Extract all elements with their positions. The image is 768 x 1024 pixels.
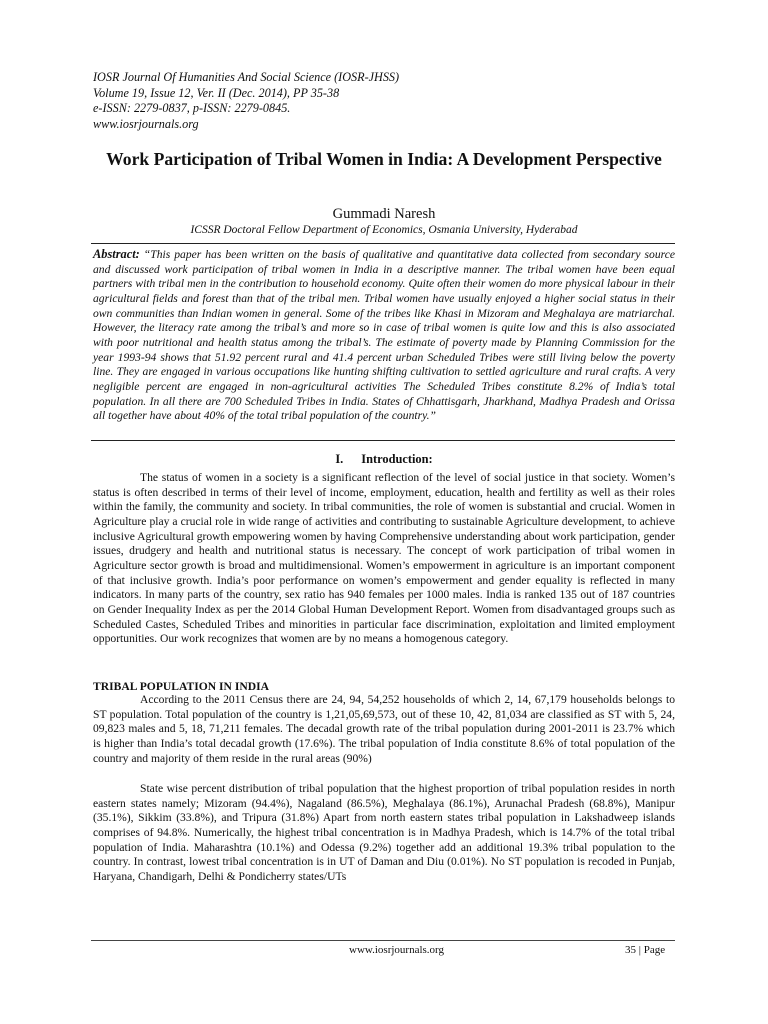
issn-info: e-ISSN: 2279-0837, p-ISSN: 2279-0845. — [93, 101, 291, 115]
journal-website: www.iosrjournals.org — [93, 116, 199, 131]
introduction-paragraph: The status of women in a society is a significant reflection of the level of social justice in that society. Women’s status is often described in terms of their level of income, employment, education, health and fertility as well as their roles within the family, the community and society. In tribal communities, the role of women is substantial and crucial. Women in Agriculture play a crucial role in wide range of activities and contributing to sustainable Agriculture development, to achieve inclusive Agricultural growth empowering women by having Comprehensive understanding about work participation, gender issues, drudgery and health and nutritional status is necessary. The concept of work participation of tribal women in Agriculture sector growth is broad and multidimensional. Women’s empowerment in agriculture is an important component of that inclusive growth. India’s poor performance on women’s empowerment and gender equality is reflected in many indicators. In many parts of the country, sex ratio has 940 females per 1000 males. India is ranked 135 out of 187 countries on Gender Inequality Index as per the 2014 Global Human Development Report. Women from disadvantaged groups such as Scheduled Castes, Scheduled Tribes and minorities in particular face discrimination, exploitation and limited employment opportunities. Our work recognizes that women are by no means a homogenous category. — [93, 471, 675, 646]
author-affiliation: ICSSR Doctoral Fellow Department of Economics, Osmania University, Hyderabad — [190, 224, 578, 236]
footer-url: www.iosrjournals.org — [349, 944, 445, 956]
section-number: I. — [335, 452, 344, 466]
paper-title: Work Participation of Tribal Women in India: A Development Perspective — [106, 149, 662, 169]
tribal-paragraph-2: State wise percent distribution of tribal population that the highest proportion of tribal population resides in north eastern states namely; Mizoram (94.4%), Nagaland (86.5%), Meghalaya (86.1%), Arunachal Pradesh (68.8%), Manipur (35.1%), Sikkim (33.8%), and Tripura (31.8%) Apart from north eastern states tribal population in Lakshadweep islands comprises of 94.8%. Numerically, the highest tribal concentration is in Madhya Pradesh, which is 14.7% of the total tribal population of India. Maharashtra (10.1%) and Odessa (9.2%) together add an additional 19.3% tribal population to the country. In contrast, lowest tribal concentration is in UT of Daman and Diu (0.01%). No ST population is recoded in Punjab, Haryana, Chandigarh, Delhi & Pondicherry states/UTs — [93, 782, 675, 883]
subheading-tribal-population: TRIBAL POPULATION IN INDIA — [93, 680, 269, 693]
tribal-paragraph-1: According to the 2011 Census there are 24, 94, 54,252 households of which 2, 14, 67,179 households belongs to ST population. Total population of the country is 1,21,05,69,573, out of these 10, 42, 81,034 are classified as ST with 5, 24, 09,823 males and 5, 18, 71,211 females. The decadal growth rate of the tribal population during 2001-2011 is 23.7% which is higher than India’s total decadal growth (17.6%). The tribal population of India constitute 8.6% of total population of the country and majority of them reside in the rural areas (90%) — [93, 693, 675, 765]
section-heading-introduction — [93, 451, 675, 467]
abstract-text: “This paper has been written on the basis of qualitative and quantitative data collected from secondary source and discussed work participation of tribal women in India in a descriptive manner. The tribal women have been equal partners with tribal men in the contribution to household economy. Quite often their women do more physical labour in their agricultural fields and forest than that of the tribal men. Tribal women have usually enjoyed a higher social status in their own communities than Indian women in general. Some of the tribes like Khasi in Mizoram and Meghalaya are matriarchal. However, the literacy rate among the tribal’s and more so in case of tribal women is quite low and this is also associated with poor nutritional and health status among the tribal’s. The estimate of poverty made by Planning Commission for the year 1993-94 shows that 51.92 percent rural and 41.4 percent urban Scheduled Tribes were still living below the poverty line. They are engaged in various occupations like hunting shifting cultivation to settled agriculture and rural crafts. A very negligible percent are engaged in non-agricultural activities The Scheduled Tribes constitute 8.2% of India’s total population. In all there are 700 Scheduled Tribes in India. States of Chhattisgarh, Jharkhand, Madhya Pradesh and Orissa all together have about 40% of the total tribal population of the country.” — [93, 248, 675, 423]
section-title: Introduction: — [361, 452, 433, 466]
author-name: Gummadi Naresh — [332, 206, 436, 222]
journal-header — [93, 70, 653, 132]
abstract — [93, 247, 675, 424]
volume-info: Volume 19, Issue 12, Ver. II (Dec. 2014), PP 35-38 — [93, 85, 340, 100]
abstract-label: Abstract: — [93, 247, 140, 261]
footer-divider — [91, 940, 675, 941]
footer-page-number: 35 | Page — [625, 944, 666, 956]
journal-name: IOSR Journal Of Humanities And Social Science (IOSR-JHSS) — [93, 70, 400, 84]
